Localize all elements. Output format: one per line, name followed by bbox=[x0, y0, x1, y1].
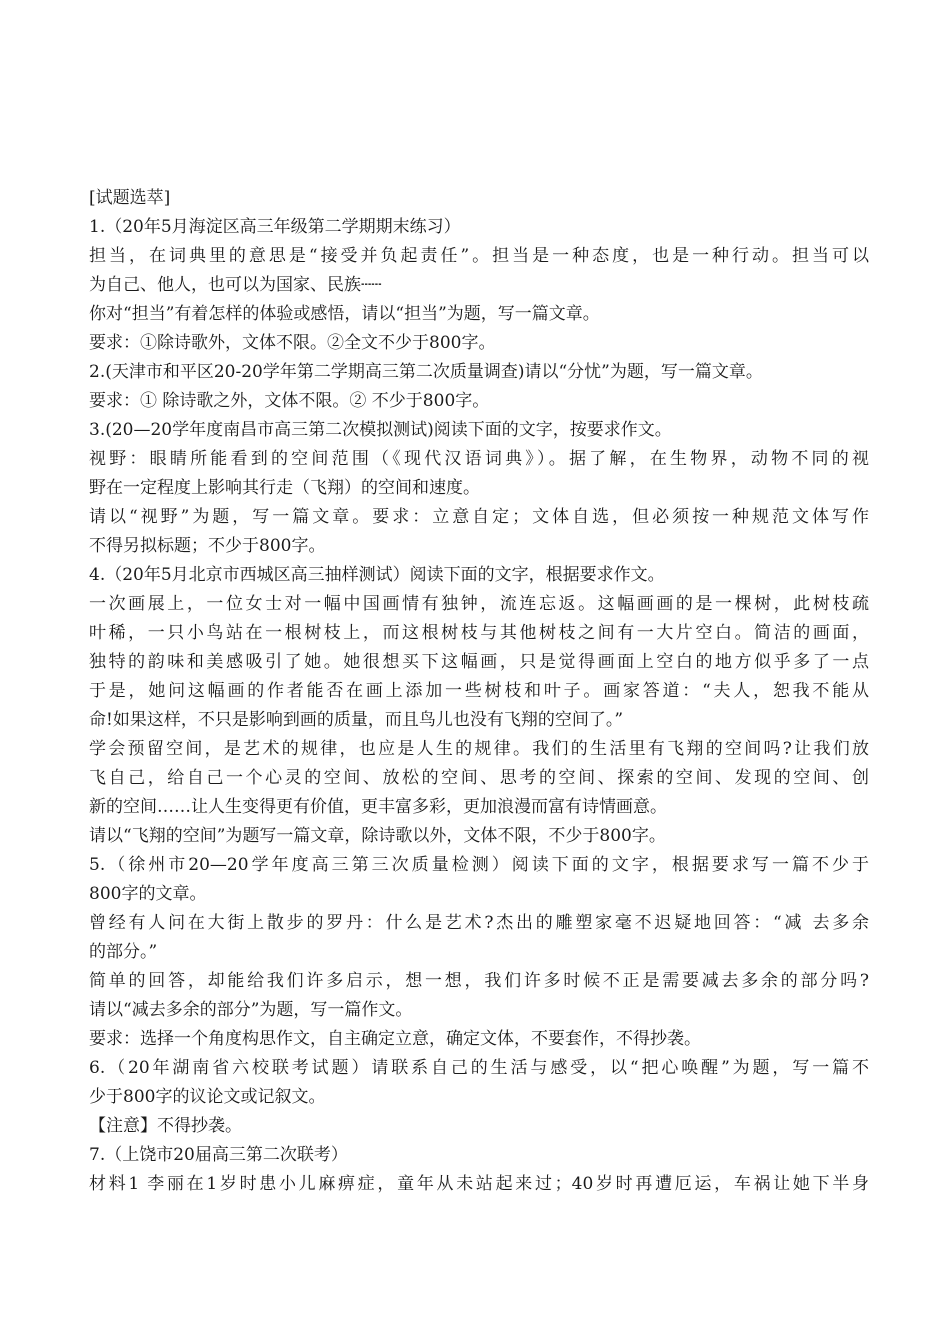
question-4-prompt: 请以“飞翔的空间”为题写一篇文章，除诗歌以外，文体不限，不少于800字。 bbox=[89, 826, 666, 846]
question-4-text-line-5: 命!如果这样，不只是影响到画的质量，而且鸟儿也没有飞翔的空间了。” bbox=[89, 710, 624, 730]
question-5-text-line-2: 的部分。” bbox=[89, 942, 158, 962]
question-4-text-line-1: 一次画展上，一位女士对一幅中国画情有独钟，流连忘返。这幅画画的是一棵树，此树枝疏 bbox=[89, 594, 869, 614]
question-2-requirements: 要求：① 除诗歌之外，文体不限。② 不少于800字。 bbox=[89, 391, 490, 411]
question-7-material-1: 材料1 李丽在1岁时患小儿麻痹症，童年从未站起来过；40岁时再遭厄运，车祸让她下半身 bbox=[89, 1174, 869, 1194]
question-4-title: 4.（20年5月北京市西城区高三抽样测试）阅读下面的文字，根据要求作文。 bbox=[89, 565, 665, 585]
question-3-prompt-line-2: 不得另拟标题；不少于800字。 bbox=[89, 536, 326, 556]
question-6-note: 【注意】不得抄袭。 bbox=[89, 1116, 242, 1136]
question-1-title: 1.（20年5月海淀区高三年级第二学期期末练习） bbox=[89, 217, 461, 237]
question-4-text-line-8: 新的空间……让人生变得更有价值，更丰富多彩，更加浪漫而富有诗情画意。 bbox=[89, 797, 667, 817]
question-3-prompt-line-1: 请以“视野”为题，写一篇文章。要求：立意自定；文体自选，但必须按一种规范文体写作 bbox=[89, 507, 869, 527]
question-4-text-line-2: 叶稀，一只小鸟站在一根树枝上，而这根树枝与其他树枝之间有一大片空白。简洁的画面， bbox=[89, 623, 869, 643]
question-4-text-line-6: 学会预留空间，是艺术的规律，也应是人生的规律。我们的生活里有飞翔的空间吗?让我们放 bbox=[89, 739, 869, 759]
question-6-title-line-2: 少于800字的议论文或记叙文。 bbox=[89, 1087, 326, 1107]
question-5-title-line-1: 5.（徐州市20—20学年度高三第三次质量检测）阅读下面的文字，根据要求写一篇不少于 bbox=[89, 855, 869, 875]
document-page bbox=[89, 184, 869, 1199]
question-5-text-line-1: 曾经有人问在大街上散步的罗丹：什么是艺术?杰出的雕塑家毫不迟疑地回答：“减 去多余 bbox=[89, 913, 869, 933]
question-5-prompt: 请以“减去多余的部分”为题，写一篇作文。 bbox=[89, 1000, 413, 1020]
question-5-requirements: 要求：选择一个角度构思作文，自主确定立意，确定文体，不要套作，不得抄袭。 bbox=[89, 1029, 701, 1049]
question-6-title-line-1: 6.（20年湖南省六校联考试题）请联系自己的生活与感受，以“把心唤醒”为题，写一篇不 bbox=[89, 1058, 869, 1078]
question-1-text-line-1: 担当，在词典里的意思是“接受并负起责任”。担当是一种态度，也是一种行动。担当可以 bbox=[89, 246, 869, 266]
section-heading: [试题选萃] bbox=[89, 188, 171, 208]
question-5-title-line-2: 800字的文章。 bbox=[89, 884, 207, 904]
question-2-title: 2.(天津市和平区20-20学年第二学期高三第二次质量调查)请以“分忧”为题，写一篇文章。 bbox=[89, 362, 763, 382]
question-3-text-line-1: 视野：眼睛所能看到的空间范围（《现代汉语词典》）。据了解，在生物界，动物不同的视 bbox=[89, 449, 869, 469]
question-1-prompt: 你对“担当”有着怎样的体验或感悟，请以“担当”为题，写一篇文章。 bbox=[89, 304, 600, 324]
question-4-text-line-4: 于是，她问这幅画的作者能否在画上添加一些树枝和叶子。画家答道：“夫人，恕我不能从 bbox=[89, 681, 869, 701]
question-4-text-line-7: 飞自己，给自己一个心灵的空间、放松的空间、思考的空间、探索的空间、发现的空间、创 bbox=[89, 768, 869, 788]
question-4-text-line-3: 独特的韵味和美感吸引了她。她很想买下这幅画，只是觉得画面上空白的地方似乎多了一点 bbox=[89, 652, 869, 672]
question-7-title: 7.（上饶市20届高三第二次联考） bbox=[89, 1145, 348, 1165]
question-3-title: 3.(20—20学年度南昌市高三第二次模拟测试)阅读下面的文字，按要求作文。 bbox=[89, 420, 672, 440]
question-5-text-line-3: 简单的回答，却能给我们许多启示，想一想，我们许多时候不正是需要减去多余的部分吗? bbox=[89, 971, 869, 991]
question-1-requirements: 要求：①除诗歌外，文体不限。②全文不少于800字。 bbox=[89, 333, 496, 353]
question-1-text-line-2: 为自己、他人，也可以为国家、民族┄┄ bbox=[89, 275, 382, 295]
question-3-text-line-2: 野在一定程度上影响其行走（飞翔）的空间和速度。 bbox=[89, 478, 480, 498]
